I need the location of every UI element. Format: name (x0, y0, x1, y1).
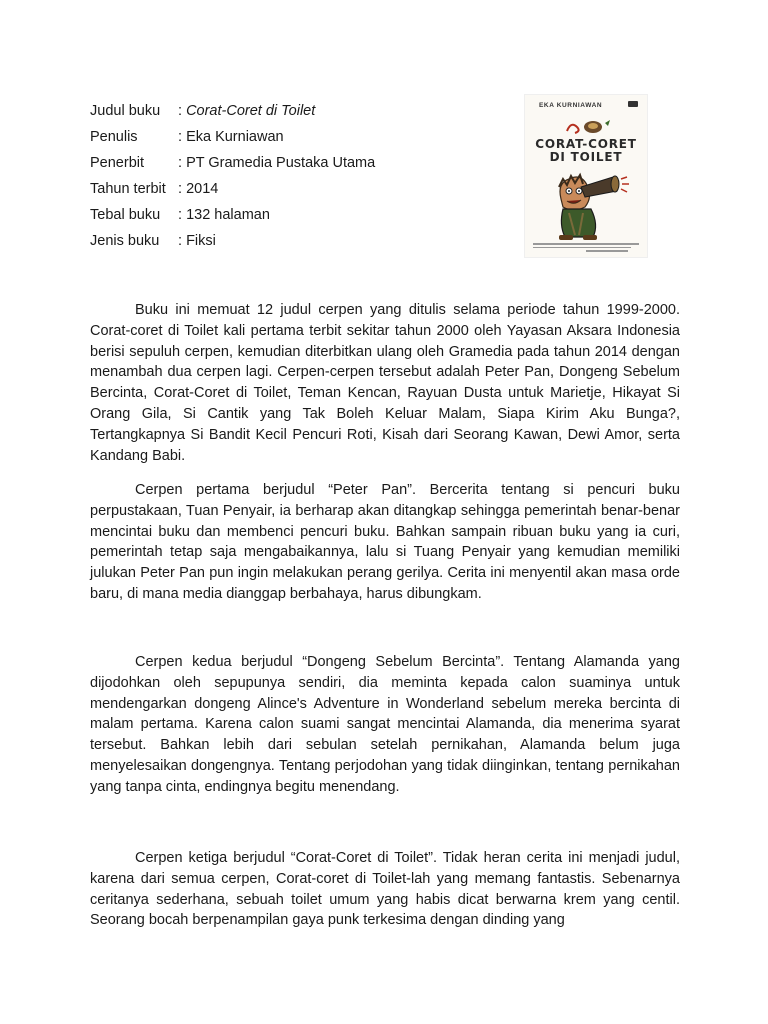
book-info-row (90, 202, 375, 228)
cover-doodle-icon (563, 117, 613, 137)
book-info-label: Penulis (90, 129, 138, 145)
paragraph-text: Cerpen kedua berjudul “Dongeng Sebelum Bercinta”. Tentang Alamanda yang dijodohkan oleh sepupunya sendiri, dia meminta kepada calon suaminya untuk mendengarkan dongeng Alince's Adventure in Wonderland sebelum mereka bercinta di malam pertama. Karena calon suami sangat mencintai Alamanda, dia menerima syarat tersebut. Bahkan lebih dari sebulan setelah pernikahan, Alamanda belum juga menyelesaikan dongengnya. Tentang perjodohan yang tidak diinginkan, tentang pernikahan yang tanpa cinta, endingnya begitu menendang. (90, 654, 680, 795)
book-info-value: : 2014 (178, 181, 219, 197)
book-info-row (90, 176, 375, 202)
body-paragraph (90, 848, 680, 931)
book-info-table (90, 98, 375, 254)
book-info-row (90, 124, 375, 150)
cover-illustration-icon (547, 169, 631, 241)
book-info-label: Tahun terbit (90, 181, 166, 197)
paragraph-text: Cerpen ketiga berjudul “Corat-Coret di Toilet”. Tidak heran cerita ini menjadi judul, karena dari semua cerpen, Corat-coret di Toilet-lah yang memang fantastis. Sebenarnya ceritanya sederhana, sebuah toilet umum yang habis dicat berwarna krem yang centil. Seorang bocah berpenampilan gaya punk terkesima dengan dinding yang (90, 850, 680, 929)
cover-author: EKA KURNIAWAN (539, 102, 603, 109)
book-info-row (90, 228, 375, 254)
book-info-label: Judul buku (90, 103, 161, 119)
book-info-value: : Fiksi (178, 233, 216, 249)
book-info-value: : Eka Kurniawan (178, 129, 284, 145)
cover-blurb (533, 243, 639, 254)
paragraph-text: Buku ini memuat 12 judul cerpen yang ditulis selama periode tahun 1999-2000. Corat-coret di Toilet kali pertama terbit sekitar tahun 2000 oleh Yayasan Aksara Indonesia berisi sepuluh cerpen, kemudian diterbitkan ulang oleh Gramedia pada tahun 2014 dengan menambah dua cerpen lagi. Cerpen-cerpen tersebut adalah Peter Pan, Dongeng Sebelum Bercinta, Corat-Coret di Toilet, Teman Kencan, Rayuan Dusta untuk Marietje, Hikayat Si Orang Gila, Si Cantik yang Tak Boleh Keluar Malam, Siapa Kirim Aku Bunga?, Tertangkapnya Si Bandit Kecil Pencuri Roti, Kisah dari Seorang Kawan, Dewi Amor, serta Kandang Babi. (90, 302, 680, 464)
cover-title: CORAT-CORET DI TOILET (535, 137, 637, 164)
body-paragraph (90, 480, 680, 605)
body-paragraph (90, 300, 680, 466)
book-cover-image (525, 95, 647, 257)
book-info-row (90, 98, 375, 124)
book-info-label: Jenis buku (90, 233, 160, 249)
book-info-value: : PT Gramedia Pustaka Utama (178, 155, 376, 171)
book-info-row (90, 150, 375, 176)
body-paragraph (90, 652, 680, 798)
paragraph-text: Cerpen pertama berjudul “Peter Pan”. Bercerita tentang si pencuri buku perpustakaan, Tuan Penyair, ia berharap akan ditangkap sehingga pemerintah benar-benar mencintai buku dan membenci pencuri buku. Bahkan sampain ribuan buku yang ia curi, pemerintah tetap saja mengabaikannya, lalu si Tuang Penyair yang kemudian memiliki julukan Peter Pan pun ingin melakukan perang gerilya. Cerita ini menyentil akan masa orde baru, di mana media dianggap berbahaya, harus dibungkam. (90, 482, 680, 602)
book-info-label: Penerbit (90, 155, 145, 171)
book-info-value: : Corat-Coret di Toilet (178, 103, 316, 119)
publisher-logo-icon (628, 101, 638, 107)
book-info-value: : 132 halaman (178, 207, 270, 223)
book-info-label: Tebal buku (90, 207, 161, 223)
